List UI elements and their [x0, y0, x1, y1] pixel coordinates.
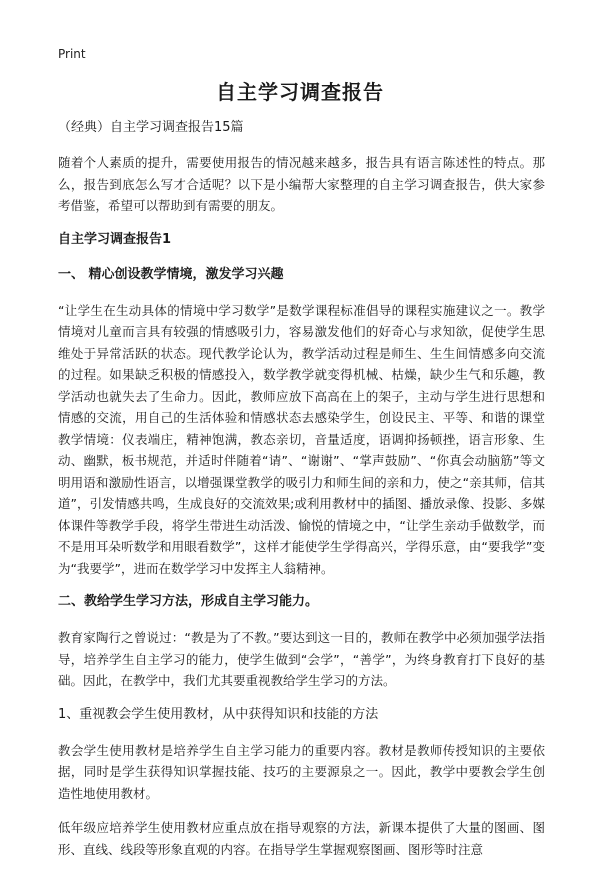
print-link[interactable]: Print	[58, 47, 86, 61]
subsection-paragraph-1: 教会学生使用教材是培养学生自主学习能力的重要内容。教材是教师传授知识的主要依据，同时是学生获得知识掌握技能、技巧的主要源泉之一。因此，教学中要教会学生创造性地使用教材。	[58, 742, 545, 801]
document-subtitle: （经典）自主学习调查报告15篇	[58, 120, 244, 135]
report-heading: 自主学习调查报告1	[58, 231, 172, 247]
subsection-heading-1: 1、重视教会学生使用教材，从中获得知识和技能的方法	[58, 706, 379, 722]
document-body	[58, 118, 545, 873]
section-heading-2: 二、教给学生学习方法，形成自主学习能力。	[58, 594, 319, 609]
subsection-paragraph-2: 低年级应培养学生使用教材应重点放在指导观察的方法，新课本提供了大量的图画、图形、直线、线段等形象直观的内容。在指导学生掌握观察图画、图形等时注意	[58, 820, 545, 857]
intro-paragraph: 随着个人素质的提升，需要使用报告的情况越来越多，报告具有语言陈述性的特点。那么，报告到底怎么写才合适呢？以下是小编帮大家整理的自主学习调查报告，供大家参考借鉴，希望可以帮助到有需要的朋友。	[58, 155, 545, 213]
section-paragraph-2: 教育家陶行之曾说过：“教是为了不教。”要达到这一目的，教师在教学中必须加强学法指导，培养学生自主学习的能力，使学生做到“会学”，“善学”，为终身教育打下良好的基础。因此，在教学中，我们尤其要重视教给学生学习的方法。	[58, 630, 545, 688]
page-title: 自主学习调查报告	[216, 80, 384, 104]
section-paragraph-1: “让学生在生动具体的情境中学习数学”是数学课程标准倡导的课程实施建议之一。教学情境对儿童而言具有较强的情感吸引力，容易激发他们的好奇心与求知欲，促使学生思维处于异常活跃的状态。现代教学论认为，教学活动过程是师生、生生间情感多向交流的过程。如果缺乏积极的情感投入，数学教学就变得机械、枯燥，缺少生气和乐趣，教学活动也就失去了生命力。因此，教师应放下高高在上的架子，主动与学生进行思想和情感的交流，用自己的生活体验和情感状态去感染学生，创设民主、平等、和谐的课堂教学情境：仪表端庄，精神饱满，教态亲切，音量适度，语调抑扬顿挫，语言形象、生动、幽默，板书规范，并适时伴随着“请”、“谢谢”、“掌声鼓励”、“你真会动脑筋”等文明用语和激励性语言，以增强课堂教学的吸引力和师生间的亲和力，使之“亲其师，信其道”，引发情感共鸣，生成良好的交流效果;或利用教材中的插图、播放录像、投影、多媒体课件等教学手段，将学生带进生动活泼、愉悦的情境之中，“让学生亲动手做数学，而不是用耳朵听数学和用眼看数学”，这样才能使学生学得高兴，学得乐意，由“要我学”变为“我要学”，进而在数学学习中发挥主人翁精神。	[58, 302, 545, 576]
section-heading-1: 一、 精心创设教学情境，激发学习兴趣	[58, 266, 284, 282]
